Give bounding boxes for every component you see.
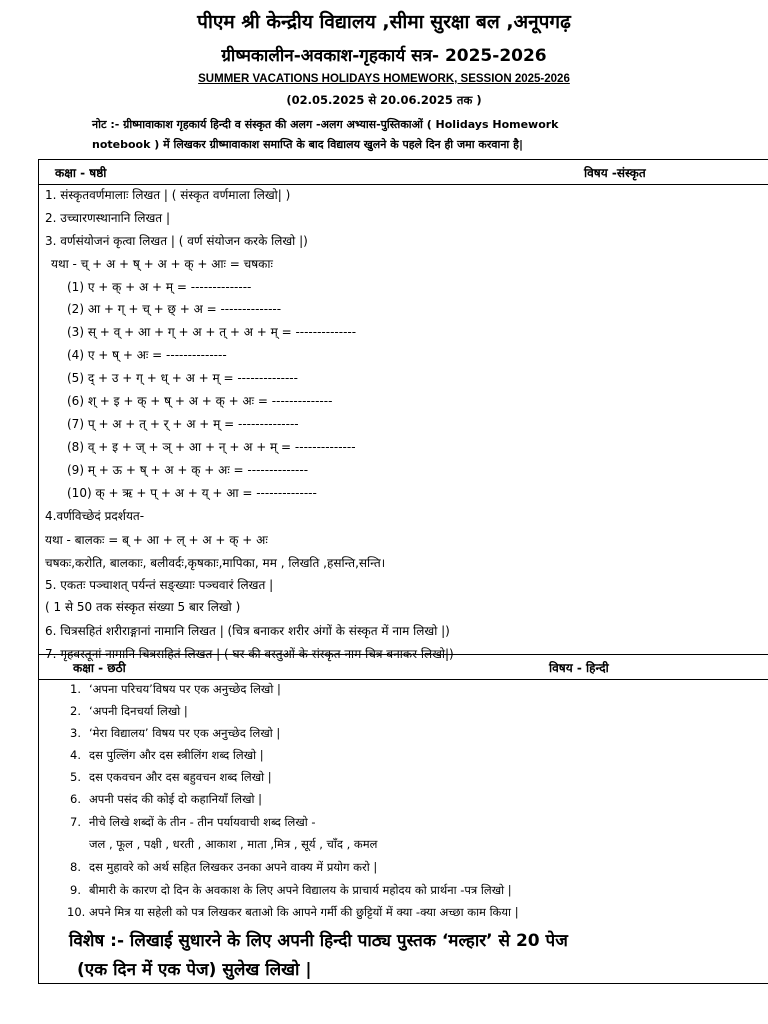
note-line-1: नोट :- ग्रीष्मावाकाश गृहकार्य हिन्दी व संस्कृत की अलग -अलग अभ्यास-पुस्तिकाओं ( Holidays Homework <box>92 118 559 131</box>
hindi-item-number: 4. <box>70 748 81 762</box>
sanskrit-item: चषकः,करोति, बालकाः, बलीवर्दः,कृषकाः,मापिका, मम , लिखति ,हसन्ति,सन्ति। <box>45 556 386 570</box>
note-line-2: notebook ) में लिखकर ग्रीष्मावाकाश समाप्ति के बाद विद्यालय खुलने के पहले दिन ही जमा करवाना है| <box>92 138 523 151</box>
special-instruction-line-1: विशेष :- लिखाई सुधारने के लिए अपनी हिन्दी पाठ्य पुस्तक ‘मल्हार’ से 20 पेज <box>69 931 568 951</box>
hindi-item-number: 2. <box>70 704 81 718</box>
hindi-item-number: 3. <box>70 726 81 740</box>
hindi-item-number: 5. <box>70 770 81 784</box>
hindi-item-number: 1. <box>70 682 81 696</box>
hindi-subject-label: विषय - हिन्दी <box>549 661 609 675</box>
sanskrit-item: यथा - च् + अ + ष् + अ + क् + आः = चषकाः <box>51 257 273 271</box>
hindi-header-bar <box>39 655 768 680</box>
hindi-section <box>38 655 768 984</box>
hindi-item-number: 10. <box>67 905 86 919</box>
sanskrit-item: (2) आ + ग् + च् + छ् + अ = -------------- <box>67 302 282 316</box>
special-instruction-line-2: (एक दिन में एक पेज) सुलेख लिखो | <box>77 960 312 980</box>
homework-title-english: SUMMER VACATIONS HOLIDAYS HOMEWORK, SESSION 2025-2026 <box>198 73 570 85</box>
sanskrit-item: 4.वर्णविच्छेदं प्रदर्शयत- <box>45 509 145 523</box>
school-title: पीएम श्री केन्द्रीय विद्यालय ,सीमा सुरक्षा बल ,अनूपगढ़ <box>197 11 571 33</box>
hindi-item-number: 9. <box>70 883 81 897</box>
sanskrit-section <box>38 159 768 661</box>
sanskrit-item: 1. संस्कृतवर्णमालाः लिखत | ( संस्कृत वर्णमाला लिखो| ) <box>45 188 291 202</box>
hindi-item: ‘अपना परिचय’विषय पर एक अनुच्छेद लिखो | <box>89 682 281 696</box>
sanskrit-item: 3. वर्णसंयोजनं कृत्वा लिखत | ( वर्ण संयोजन करके लिखो |) <box>45 234 308 248</box>
sanskrit-item: (8) व् + इ + ज् + ञ् + आ + न् + अ + म् = -------------- <box>67 440 356 454</box>
sanskrit-item: (3) स् + व् + आ + ग् + अ + त् + अ + म् = -------------- <box>67 325 357 339</box>
sanskrit-item: 7. गृहवस्तूनां नामानि चित्रसहितं लिखत | ( घर की वस्तुओं के संस्कृत नाम चित्र बनाकर लिखो|) <box>45 647 454 661</box>
hindi-item: ‘मेरा विद्यालय’ विषय पर एक अनुच्छेद लिखो | <box>89 726 281 740</box>
hindi-class-label: कक्षा - छठी <box>73 661 126 675</box>
sanskrit-item: 5. एकतः पञ्चाशत् पर्यन्तं सङ्ख्याः पञ्चवारं लिखत | <box>45 578 274 592</box>
sanskrit-subject-label: विषय -संस्कृत <box>584 166 646 180</box>
sanskrit-item: (9) म् + ऊ + ष् + अ + क् + अः = -------------- <box>67 463 309 477</box>
sanskrit-item: (7) प् + अ + त् + र् + अ + म् = -------------- <box>67 417 299 431</box>
homework-title-hindi: ग्रीष्मकालीन-अवकाश-गृहकार्य सत्र- 2025-2026 <box>221 46 547 66</box>
hindi-item-number: 8. <box>70 860 81 874</box>
note <box>92 115 692 155</box>
hindi-item: दस एकवचन और दस बहुवचन शब्द लिखो | <box>89 770 272 784</box>
sanskrit-item: (1) ए + क् + अ + म् = -------------- <box>67 280 252 294</box>
hindi-item: ‘अपनी दिनचर्या लिखो | <box>89 704 188 718</box>
hindi-item: अपने मित्र या सहेली को पत्र लिखकर बताओ कि आपने गर्मी की छुट्टियों में क्या -क्या अच्छा काम किया | <box>89 905 519 919</box>
sanskrit-item: 6. चित्रसहितं शरीराङ्गानां नामानि लिखत | (चित्र बनाकर शरीर अंगों के संस्कृत में नाम लिखो |) <box>45 624 450 638</box>
hindi-item: दस मुहावरे को अर्थ सहित लिखकर उनका अपने वाक्य में प्रयोग करो | <box>89 860 378 874</box>
hindi-item: अपनी पसंद की कोई दो कहानियाँ लिखो | <box>89 792 262 806</box>
hindi-item: दस पुल्लिंग और दस स्त्रीलिंग शब्द लिखो | <box>89 748 264 762</box>
hindi-item-number: 7. <box>70 815 81 829</box>
sanskrit-item: (10) क् + ऋ + प् + अ + य् + आ = -------------- <box>67 486 317 500</box>
hindi-item: बीमारी के कारण दो दिन के अवकाश के लिए अपने विद्यालय के प्राचार्य महोदय को प्रार्थना -पत्र लिखो | <box>89 883 512 897</box>
sanskrit-item: (4) ए + ष् + अः = -------------- <box>67 348 227 362</box>
hindi-item-number: 6. <box>70 792 81 806</box>
sanskrit-class-label: कक्षा - षष्ठी <box>55 166 107 180</box>
sanskrit-item: ( 1 से 50 तक संस्कृत संख्या 5 बार लिखो ) <box>45 600 241 614</box>
sanskrit-item: (5) द् + उ + ग् + ध् + अ + म् = -------------- <box>67 371 298 385</box>
sanskrit-header-bar <box>39 160 768 185</box>
hindi-item: जल , फूल , पक्षी , धरती , आकाश , माता ,मित्र , सूर्य , चाँद , कमल <box>89 837 378 851</box>
sanskrit-item: यथा - बालकः = ब् + आ + ल् + अ + क् + अः <box>45 533 268 547</box>
session-dates: (02.05.2025 से 20.06.2025 तक ) <box>286 93 482 107</box>
sanskrit-item: (6) श् + इ + क् + ष् + अ + क् + अः = -------------- <box>67 394 333 408</box>
sanskrit-item: 2. उच्चारणस्थानानि लिखत | <box>45 211 170 225</box>
hindi-item: नीचे लिखे शब्दों के तीन - तीन पर्यायवाची शब्द लिखो - <box>89 815 316 829</box>
